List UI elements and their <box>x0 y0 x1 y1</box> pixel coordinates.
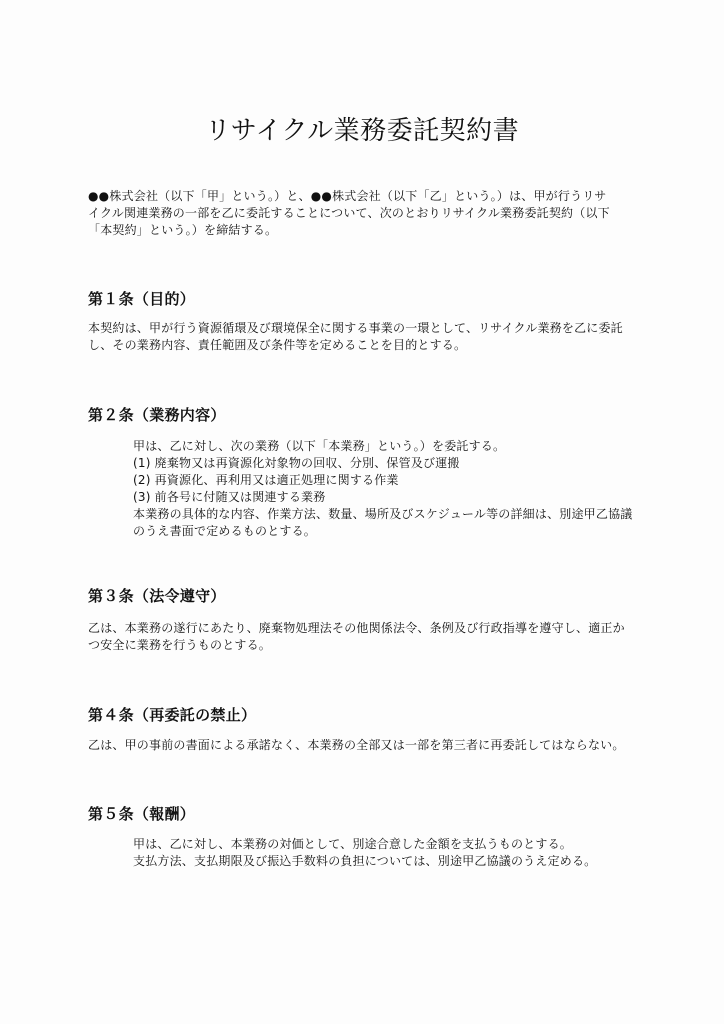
article-list-item: (2) 再資源化、再利用又は適正処理に関する作業 <box>133 473 399 487</box>
article-4-heading: 第４条（再委託の禁止） <box>88 706 257 724</box>
article-list-item: (1) 廃棄物又は再資源化対象物の回収、分別、保管及び運搬 <box>133 456 460 470</box>
article-line: 支払方法、支払期限及び振込手数料の負担については、別途甲乙協議のうえ定める。 <box>133 854 597 868</box>
article-5-heading: 第５条（報酬） <box>88 805 196 823</box>
article-2-heading: 第２条（業務内容） <box>88 406 226 424</box>
article-1-body <box>88 320 648 354</box>
article-list-item: (3) 前各号に付随又は関連する業務 <box>133 490 326 504</box>
article-2-body <box>133 438 653 540</box>
article-1-heading: 第１条（目的） <box>88 290 196 308</box>
article-3-heading: 第３条（法令遵守） <box>88 587 226 605</box>
article-3-body <box>88 620 648 654</box>
preamble-line: ●●株式会社（以下「甲」という。）と、●●株式会社（以下「乙」という。）は、甲が行うリサ <box>88 189 607 203</box>
document-title: リサイクル業務委託契約書 <box>204 116 520 146</box>
article-line: 甲は、乙に対し、次の業務（以下「本業務」という。）を委託する。 <box>133 439 506 453</box>
article-line: し、その業務内容、責任範囲及び条件等を定めることを目的とする。 <box>88 338 467 352</box>
preamble-line: 「本契約」という。）を締結する。 <box>88 223 278 237</box>
preamble-paragraph <box>88 188 648 239</box>
article-line: 甲は、乙に対し、本業務の対価として、別途合意した金額を支払うものとする。 <box>133 837 572 851</box>
article-line: のうえ書面で定めるものとする。 <box>133 524 317 538</box>
article-line: 乙は、甲の事前の書面による承諾なく、本業務の全部又は一部を第三者に再委託してはならない。 <box>88 738 625 752</box>
article-line: つ安全に業務を行うものとする。 <box>88 638 272 652</box>
article-5-body <box>133 836 653 870</box>
article-line: 本業務の具体的な内容、作業方法、数量、場所及びスケジュール等の詳細は、別途甲乙協議 <box>133 507 633 521</box>
article-line: 乙は、本業務の遂行にあたり、廃棄物処理法その他関係法令、条例及び行政指導を遵守し、適正か <box>88 621 625 635</box>
article-line: 本契約は、甲が行う資源循環及び環境保全に関する事業の一環として、リサイクル業務を乙に委託 <box>88 321 623 335</box>
article-4-body <box>88 737 648 754</box>
preamble-line: イクル関連業務の一部を乙に委託することについて、次のとおりリサイクル業務委託契約（以下 <box>88 206 610 220</box>
